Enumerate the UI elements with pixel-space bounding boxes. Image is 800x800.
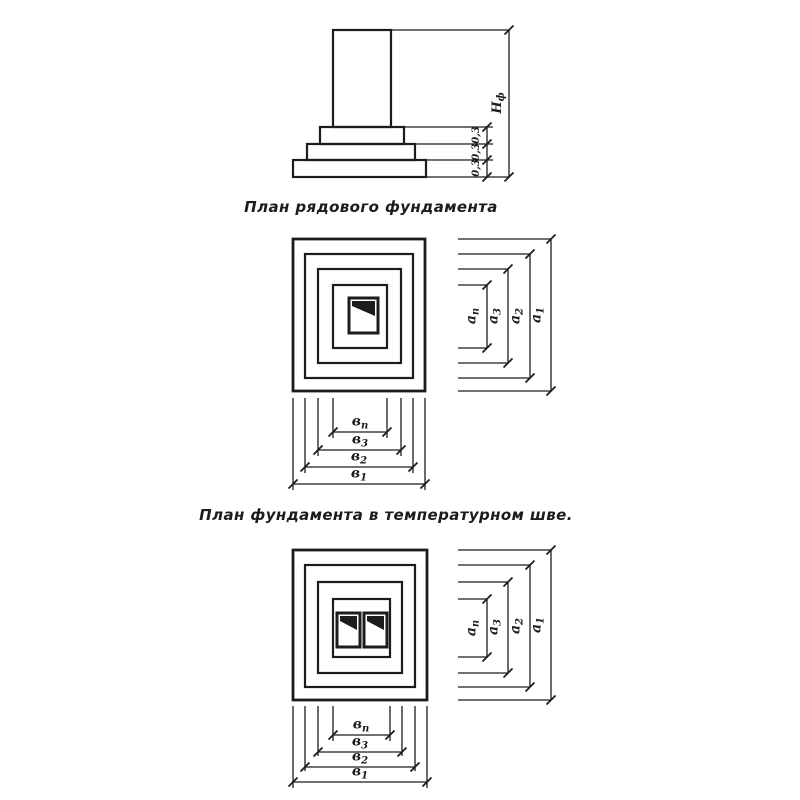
dim-label-b-3-regular: $в_3$ (351, 431, 369, 450)
dim-label-step-2: 0,3 (471, 143, 482, 161)
dim-label-b-2-regular: $в_2$ (350, 448, 368, 467)
dim-label-b-p-joint: $в_п$ (352, 716, 370, 735)
caption-plan-regular: План рядового фундамента (244, 198, 498, 216)
dim-label-b-1-regular: $в_1$ (350, 465, 368, 484)
dim-label-hf: $Н_ф$ (490, 92, 507, 114)
plan-regular-linework (289, 235, 556, 491)
dim-label-b-p-regular: $в_п$ (351, 413, 369, 432)
dim-label-step-3: 0,3 (471, 159, 482, 177)
dim-label-a-3-regular: $а_3$ (485, 307, 504, 325)
dim-label-a-1-joint: $а_1$ (528, 616, 547, 634)
dim-label-a-p-joint: $а_п$ (463, 619, 482, 637)
dim-label-b-1-joint: $в_1$ (351, 763, 369, 782)
dim-label-a-2-joint: $а_2$ (507, 617, 526, 635)
plan-temperature-linework (289, 546, 556, 789)
dim-label-a-2-regular: $а_2$ (507, 307, 526, 325)
dim-label-a-1-regular: $а_1$ (528, 306, 547, 324)
dim-label-b-2-joint: $в_2$ (351, 748, 369, 767)
dim-label-b-3-joint: $в_3$ (351, 733, 369, 752)
caption-plan-temperature: План фундамента в температурном шве. (199, 506, 573, 524)
dim-label-a-3-joint: $а_3$ (485, 618, 504, 636)
dim-label-step-1: 0,3 (471, 126, 482, 144)
dim-label-a-p-regular: $а_п$ (463, 307, 482, 325)
